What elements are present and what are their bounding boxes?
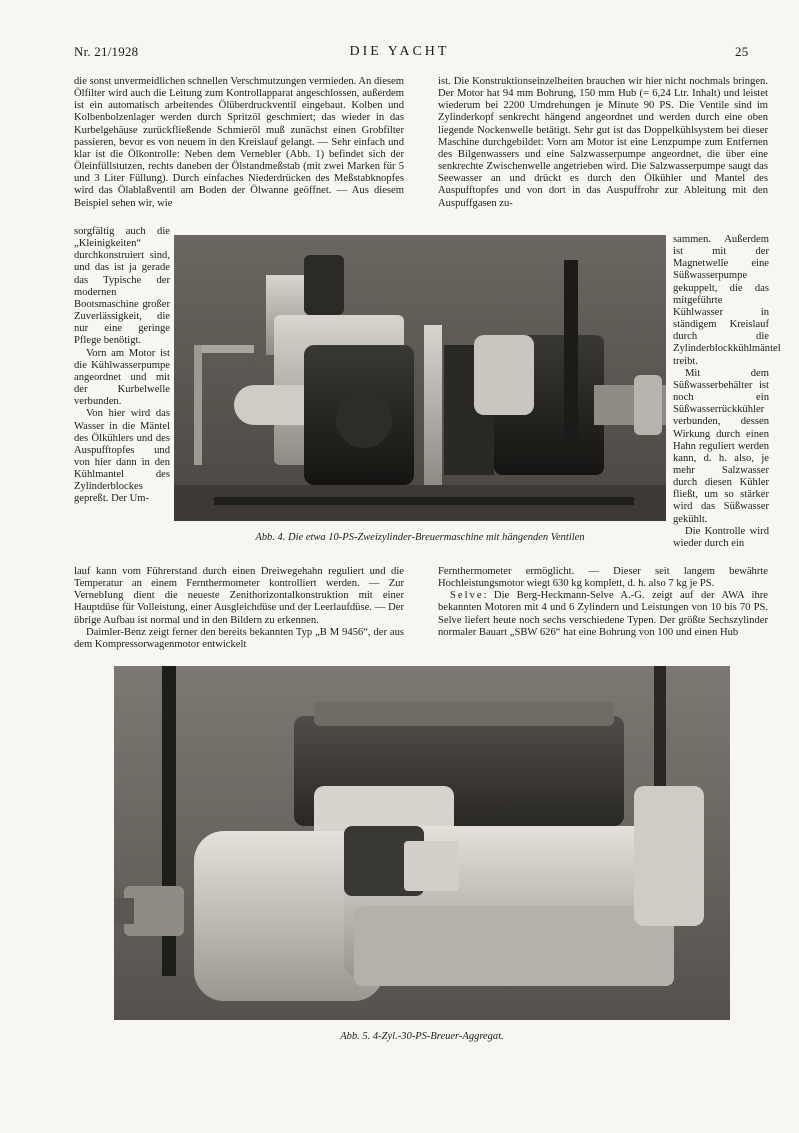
paragraph: Von hier wird das Wasser in die Mäntel des Ölkühlers und des Auspufftopfes und von hier dann in den Kühlmantel des Zylinderblockes gepreßt. Der Um- xyxy=(74,408,170,505)
paragraph xyxy=(438,590,768,639)
issue-number: Nr. 21/1928 xyxy=(74,44,139,59)
left-column-bottom xyxy=(74,566,404,656)
figure-4-photo xyxy=(174,235,666,521)
right-column-top xyxy=(438,76,768,236)
page-number: 25 xyxy=(735,44,749,59)
right-column-bottom xyxy=(438,566,768,656)
left-narrow-column xyxy=(74,226,170,566)
four-cylinder-engine-image xyxy=(114,666,730,1020)
paragraph: lauf kann vom Führerstand durch einen Dreiwegehahn reguliert und die Temperatur an einem Fernthermometer kontrolliert werden. — Zur VernebIung dient die neueste Zenithorizontalkonstruktion mit einer Hauptdüse für Volleistung, einer Ausgleichdüse und der Leerlaufdüse. — Der übrige Aufbau ist normal und in den Bildern zu erkennen. xyxy=(74,566,404,626)
paragraph: die sonst unvermeidlichen schnellen Verschmutzungen vermieden. An diesem Ölfilter wird auch die Leitung zum Kontrollapparat angeschlossen, außerdem ist ein automatisch arbeitendes Ölüberdruckventil eingebaut. Kolben und Kolbenbolzenlager werden durch Spritzöl geschmiert; das wieder in das Kurbelgehäuse zurückfließende Schmieröl muß zunächst einen Grobfilter passieren, bevor es von neuem in den Kreislauf gelangt. — Sehr einfach und klar ist die Ölkontrolle: Neben dem Vernebler (Abb. 1) befindet sich der Öleinfüllstutzen, rechts daneben der Ölstandmeßstab (mit zwei Marken für 5 und 3 Liter Füllung). Durch einfaches Niederdrücken des Meßstabknopfes wird das Ölablaßventil am Boden der Ölwanne geöffnet. — Aus diesem Beispiel sehen wir, wie xyxy=(74,76,404,209)
figure-5-caption: Abb. 5. 4-Zyl.-30-PS-Breuer-Aggregat. xyxy=(340,1031,504,1042)
figure-5-photo xyxy=(114,666,730,1020)
paragraph: Fernthermometer ermöglicht. — Dieser seit langem bewährte Hochleistungsmotor wiegt 630 kg komplett, d. h. also 7 kg je PS. xyxy=(438,566,768,590)
two-cylinder-engine-image xyxy=(174,235,666,521)
paragraph: sammen. Außerdem ist mit der Magnetwelle eine Süßwasserpumpe gekuppelt, die das mitgeführte Kühlwasser in ständigem Kreislauf durch die Zylinderblockkühlmäntel treibt. xyxy=(673,234,781,367)
paragraph: Vorn am Motor ist die Kühlwasserpumpe angeordnet und mit der Kurbelwelle verbunden. xyxy=(74,347,170,408)
paragraph: sorgfältig auch die „Kleinigkeiten“ durchkonstruiert sind, und das ist ja gerade das Typische der modernen Bootsmaschine großer Zuverlässigkeit, die nur eine geringe Pflege benötigt. xyxy=(74,226,170,347)
paragraph: ist. Die Konstruktionseinzelheiten brauchen wir hier nicht nochmals bringen. Der Motor hat 94 mm Bohrung, 150 mm Hub (= 6,24 Ltr. Inhalt) und leistet wiederum bei 2200 Umdrehungen je Minute 90 PS. Die Ventile sind im Zylinderkopf senkrecht hängend angeordnet und werden durch eine oben liegende Nockenwelle betätigt. Sehr gut ist das Doppelkühlsystem bei dieser Maschine durchgebildet: Vorn am Motor ist eine Lenzpumpe zum Entfernen des Bilgenwassers und eine Salzwasserpumpe angeordnet, die über eine senkrechte Zwischenwelle angetrieben wird. Die Salzwasserpumpe saugt das Seewasser an und drückt es durch den Ölkühler und Mantel des Auspufftopfes und von dort in das Auspuffrohr zur Ableitung mit den Auspuffgasen zu- xyxy=(438,76,768,209)
paragraph: Daimler-Benz zeigt ferner den bereits bekannten Typ „B M 9456“, der aus dem Kompressorwagenmotor entwickelt xyxy=(74,626,404,650)
magazine-title: DIE YACHT xyxy=(349,44,450,59)
paragraph-rest: : Die Berg-Heckmann-Selve A.-G. zeigt auf der AWA ihre bekannten Motoren mit 4 und 6 Zylindern und Leistungen von 10 bis 70 PS. Selve liefert heute noch sechs verschiedene Typen. Der größte Sechszylinder normaler Bauart „SBW 626“ hat eine Bohrung von 100 und einen Hub xyxy=(438,590,768,638)
company-name: Selve xyxy=(450,590,484,602)
right-narrow-column xyxy=(673,234,781,568)
paragraph: Mit dem Süßwasserbehälter ist noch ein Süßwasserrückkühler verbunden, dessen Wirkung durch einen Hahn reguliert werden kann, d. h. also, je mehr Salzwasser durch diesen Kühler fließt, um so stärker wird das Süßwasser gekühlt. xyxy=(673,367,769,525)
figure-4-caption: Abb. 4. Die etwa 10-PS-Zweizylinder-Breuermaschine mit hängenden Ventilen xyxy=(255,532,585,543)
left-column-top xyxy=(74,76,404,236)
paragraph: Die Kontrolle wird wieder durch ein xyxy=(673,525,769,549)
